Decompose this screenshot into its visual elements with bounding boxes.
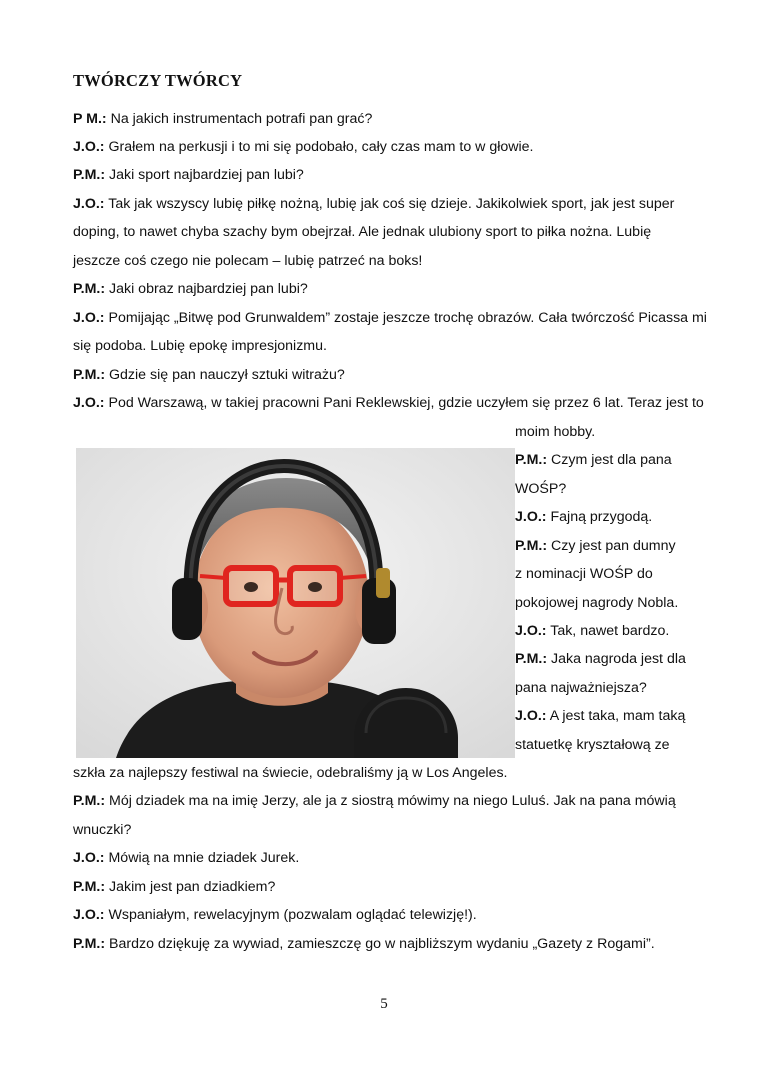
- interview-line: pana najważniejsza?: [515, 680, 647, 696]
- interview-line: P.M.: Gdzie się pan nauczył sztuki witrażu?: [73, 367, 345, 383]
- interview-line: WOŚP?: [515, 481, 567, 497]
- interview-line: J.O.: Pomijając „Bitwę pod Grunwaldem” zostaje jeszcze trochę obrazów. Cała twórczość Picassa mi: [73, 310, 707, 326]
- interview-line: J.O.: Grałem na perkusji i to mi się podobało, cały czas mam to w głowie.: [73, 139, 534, 155]
- interview-line: J.O.: A jest taka, mam taką: [515, 708, 686, 724]
- article-title: TWÓRCZY TWÓRCY: [73, 71, 243, 90]
- interview-line: J.O.: Mówią na mnie dziadek Jurek.: [73, 850, 300, 866]
- interview-line: J.O.: Wspaniałym, rewelacyjnym (pozwalam oglądać telewizję!).: [73, 907, 477, 923]
- interview-line: P.M.: Jaki obraz najbardziej pan lubi?: [73, 281, 308, 297]
- interview-line: P.M.: Jaka nagroda jest dla: [515, 651, 686, 667]
- interview-line: J.O.: Tak, nawet bardzo.: [515, 623, 670, 639]
- interview-line: P.M.: Mój dziadek ma na imię Jerzy, ale ja z siostrą mówimy na niego Luluś. Jak na pana mówią: [73, 793, 676, 809]
- interview-line: wnuczki?: [73, 822, 132, 838]
- interview-line: statuetkę kryształową ze: [515, 737, 670, 753]
- interviewee-photo: [76, 448, 515, 758]
- interview-line: P.M.: Czy jest pan dumny: [515, 538, 676, 554]
- interview-line: moim hobby.: [515, 424, 596, 440]
- interview-line: z nominacji WOŚP do: [515, 566, 653, 582]
- interview-line: P M.: Na jakich instrumentach potrafi pan grać?: [73, 111, 373, 127]
- interview-line: pokojowej nagrody Nobla.: [515, 595, 679, 611]
- interview-line: P.M.: Czym jest dla pana: [515, 452, 672, 468]
- interview-line: J.O.: Pod Warszawą, w takiej pracowni Pani Reklewskiej, gdzie uczyłem się przez 6 lat. Teraz jest to: [73, 395, 704, 411]
- interview-line: się podoba. Lubię epokę impresjonizmu.: [73, 338, 327, 354]
- interview-line: jeszcze coś czego nie polecam – lubię patrzeć na boks!: [73, 253, 423, 269]
- interview-line: J.O.: Fajną przygodą.: [515, 509, 653, 525]
- interview-line: P.M.: Jaki sport najbardziej pan lubi?: [73, 167, 304, 183]
- interview-line: P.M.: Bardzo dziękuję za wywiad, zamieszczę go w najbliższym wydaniu „Gazety z Rogami”.: [73, 936, 655, 952]
- interview-line: P.M.: Jakim jest pan dziadkiem?: [73, 879, 276, 895]
- interview-line: szkła za najlepszy festiwal na świecie, odebraliśmy ją w Los Angeles.: [73, 765, 508, 781]
- page-number: 5: [380, 996, 388, 1012]
- interview-line: doping, to nawet chyba szachy bym obejrzał. Ale jednak ulubiony sport to piłka nożna. Lubię: [73, 224, 652, 240]
- interview-line: J.O.: Tak jak wszyscy lubię piłkę nożną, lubię jak coś się dzieje. Jakikolwiek sport, jak jest super: [73, 196, 675, 212]
